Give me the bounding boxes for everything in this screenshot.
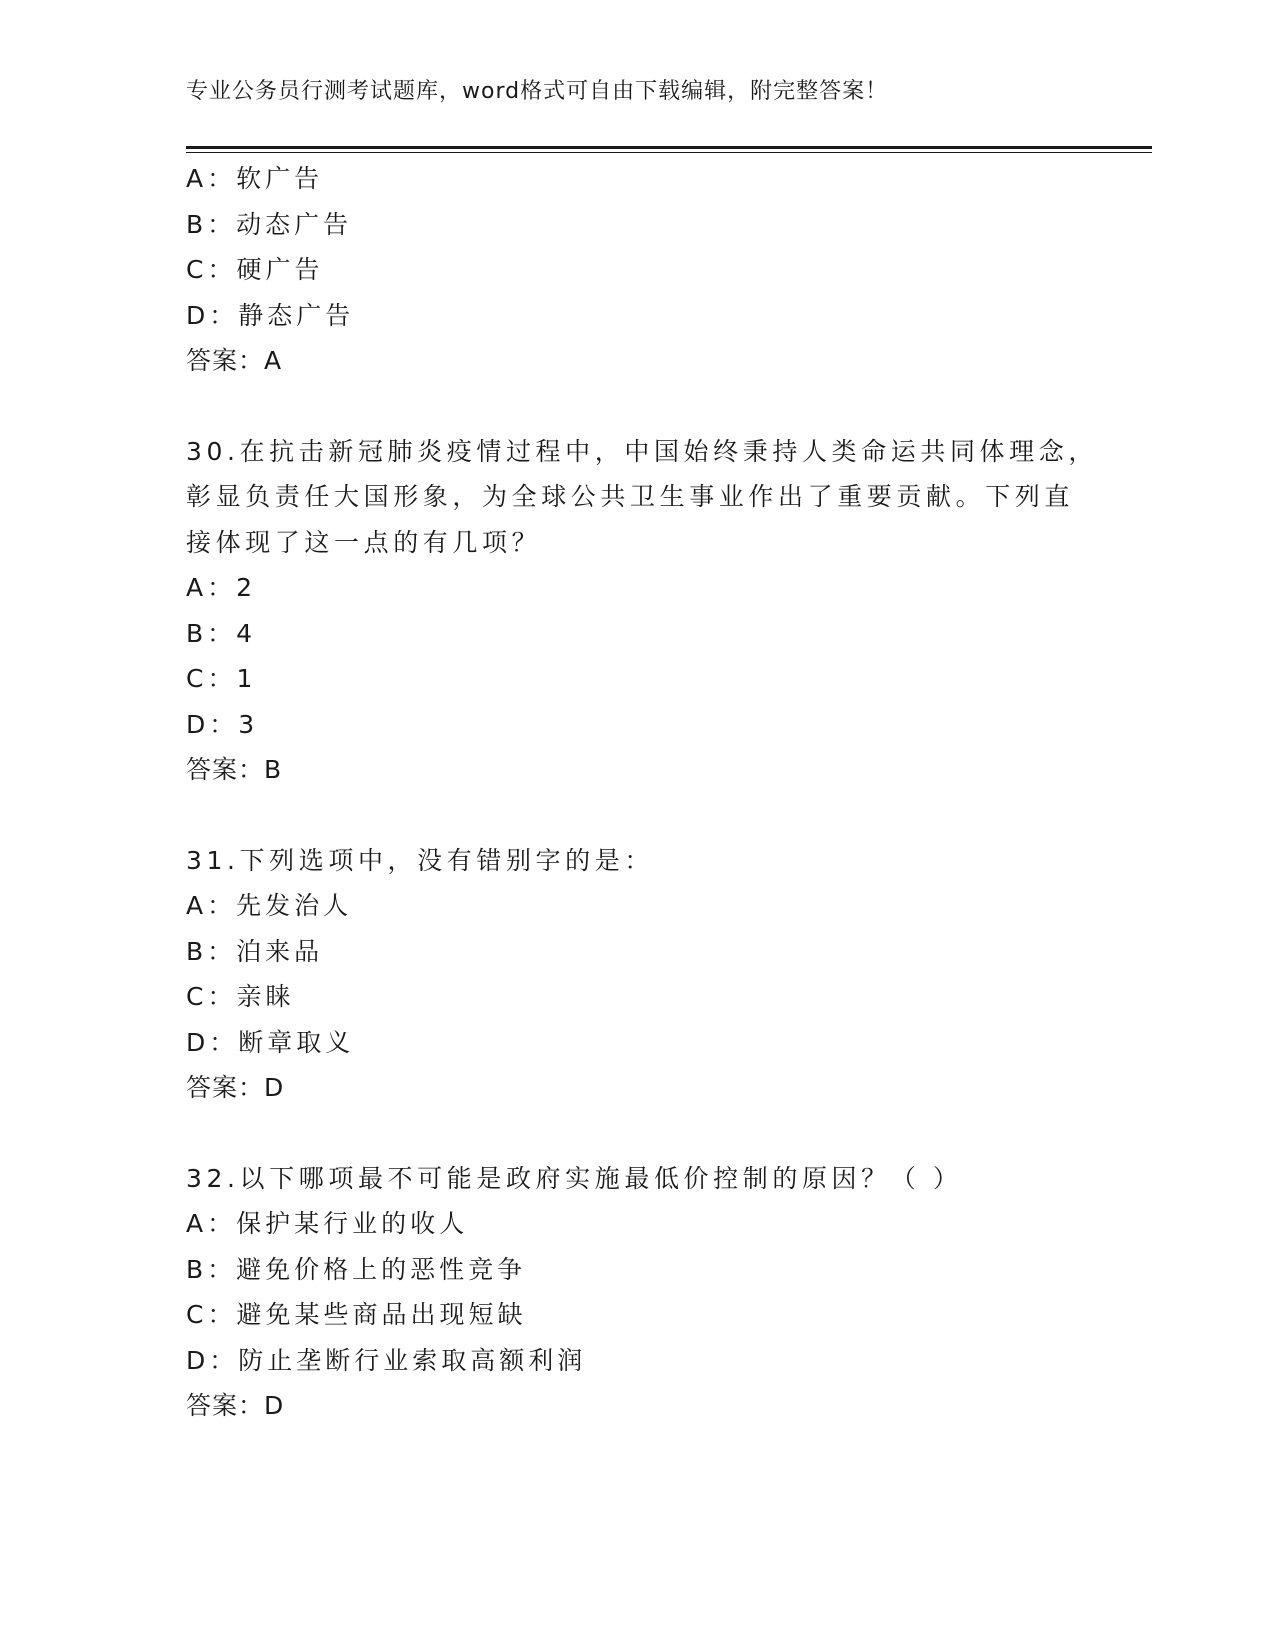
option-a: A：先发治人 [186, 891, 353, 920]
answer-line: 答案：A [186, 346, 283, 375]
question-stem [186, 429, 1146, 566]
question-block [186, 156, 1146, 384]
option-a: A：2 [186, 573, 257, 602]
question-stem [186, 838, 1146, 884]
option-a: A：保护某行业的收人 [186, 1209, 469, 1238]
option-d: D：断章取义 [186, 1027, 355, 1057]
answer-line: 答案：D [186, 1073, 285, 1102]
option-a: A：软广告 [186, 164, 324, 193]
question-stem [186, 1156, 1146, 1202]
option-b: B：避免价格上的恶性竞争 [186, 1254, 527, 1284]
option-b: B：动态广告 [186, 209, 353, 239]
option-c: C：避免某些商品出现短缺 [186, 1300, 527, 1329]
header-rule-thick [186, 146, 1152, 149]
question-stem-line: 31.下列选项中，没有错别字的是： [186, 845, 654, 875]
answer-line: 答案：D [186, 1391, 285, 1420]
option-d: D：静态广告 [186, 300, 355, 330]
question-block [186, 429, 1146, 793]
option-b: B：4 [186, 618, 257, 648]
question-stem-line: 32.以下哪项最不可能是政府实施最低价控制的原因？（ ） [186, 1163, 963, 1193]
option-c: C：硬广告 [186, 255, 324, 284]
question-stem-line: 接体现了这一点的有几项？ [186, 527, 542, 557]
option-c: C：亲睐 [186, 982, 295, 1011]
option-c: C：1 [186, 664, 257, 693]
question-stem-line: 彰显负责任大国形象，为全球公共卫生事业作出了重要贡献。下列直 [186, 482, 1075, 511]
answer-line: 答案：B [186, 755, 283, 784]
option-d: D：防止垄断行业索取高额利润 [186, 1345, 587, 1375]
page-header: 专业公务员行测考试题库，word格式可自由下载编辑，附完整答案！ [186, 79, 889, 104]
question-list [186, 156, 1146, 1429]
question-block [186, 1156, 1146, 1429]
header-rule-thin [186, 152, 1152, 153]
question-stem-line: 30.在抗击新冠肺炎疫情过程中，中国始终秉持人类命运共同体理念， [186, 436, 1098, 466]
question-block [186, 838, 1146, 1111]
option-d: D：3 [186, 709, 259, 739]
option-b: B：泊来品 [186, 936, 324, 966]
